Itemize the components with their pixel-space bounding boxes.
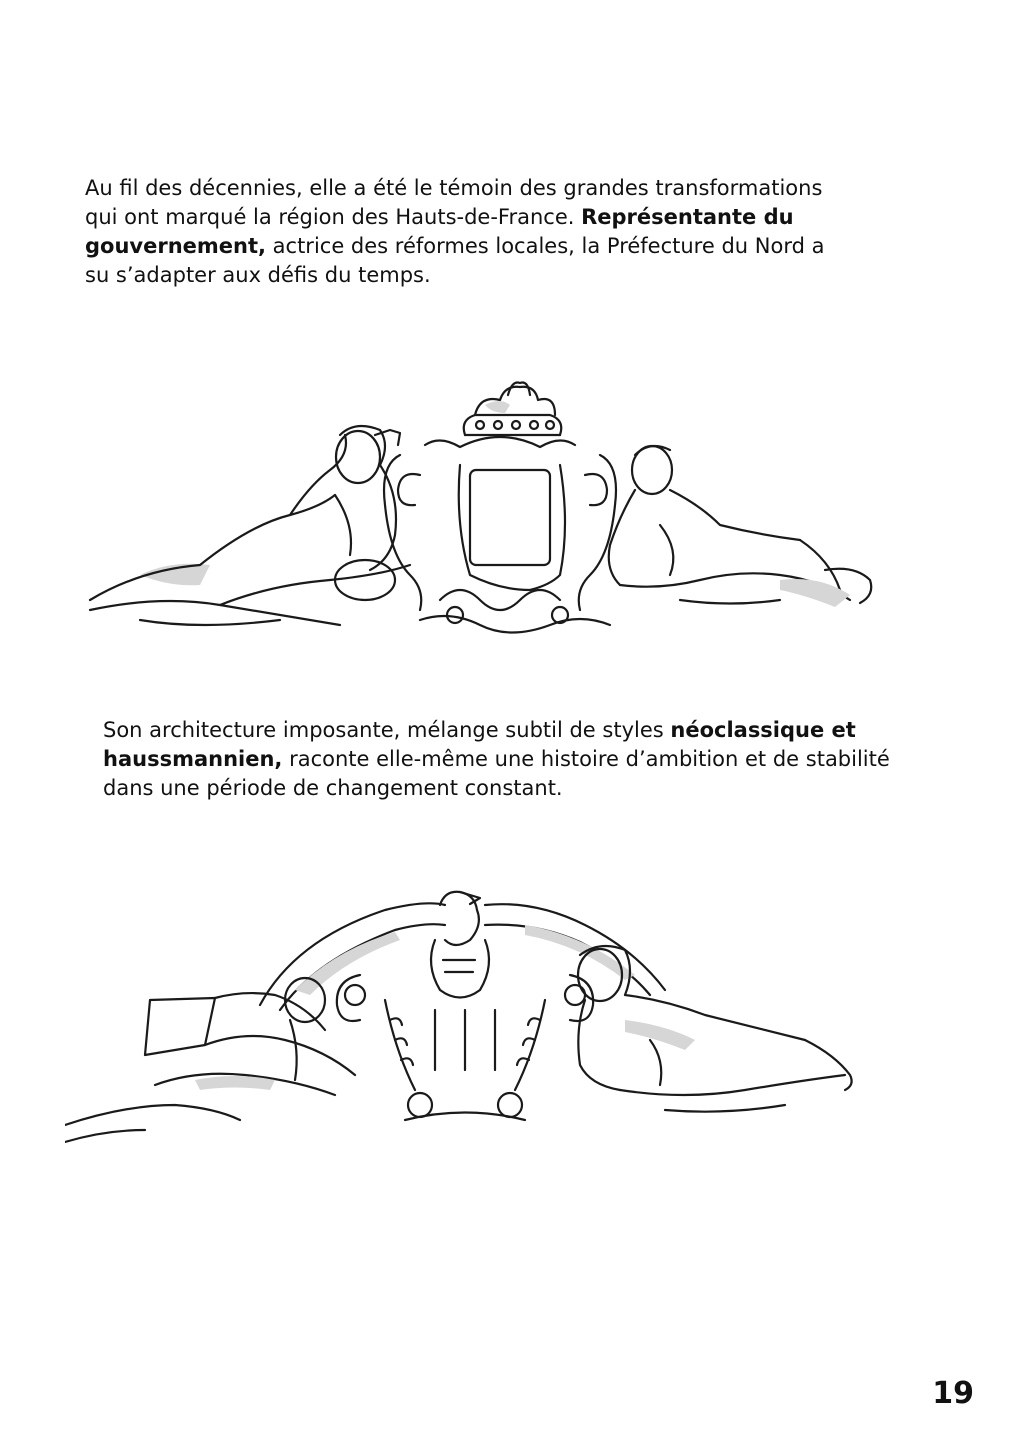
pediment-eagle-illustration [65, 880, 865, 1145]
page-number: 19 [932, 1376, 974, 1411]
paragraph-history-text-start: Au fil des décennies, elle a été le témoin des grandes transformations qui ont marqué la région des Hauts-de-France. [85, 176, 823, 229]
paragraph-architecture [103, 716, 903, 803]
pediment-crown-illustration [80, 375, 880, 650]
paragraph-architecture-text-start: Son architecture imposante, mélange subtil de styles [103, 718, 671, 742]
paragraph-history [85, 174, 845, 290]
paragraph-history-bold: Représentante du gouvernement, [85, 205, 794, 258]
paragraph-architecture-bold: néoclassique et haussmannien, [103, 718, 856, 771]
paragraph-architecture-text-end: raconte elle-même une histoire d’ambition et de stabilité dans une période de changement constant. [103, 747, 890, 800]
paragraph-history-text-end: actrice des réformes locales, la Préfecture du Nord a su s’adapter aux défis du temps. [85, 234, 825, 287]
